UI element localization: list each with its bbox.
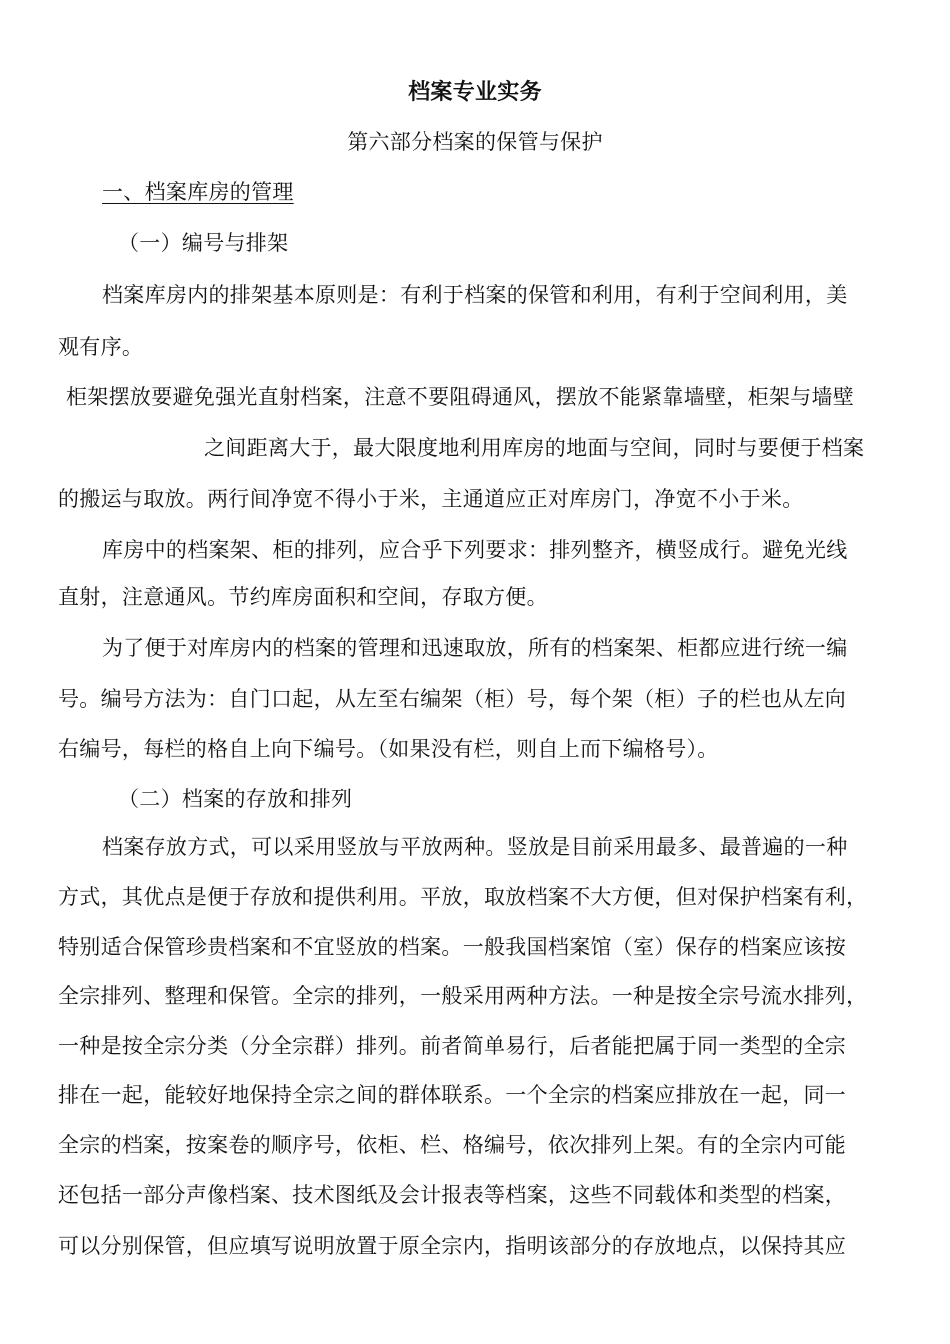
paragraph-line: 右编号，每栏的格自上向下编号。（如果没有栏，则自上而下编格号）。 — [58, 737, 719, 761]
subsection-heading: （一）编号与排架 — [118, 231, 289, 255]
paragraph-line: 库房中的档案架、柜的排列，应合乎下列要求：排列整齐，横竖成行。避免光线 — [102, 538, 848, 562]
paragraph-line: 的搬运与取放。两行间净宽不得小于米，主通道应正对库房门，净宽不小于米。 — [58, 487, 804, 511]
subsection-heading: （二）档案的存放和排列 — [118, 787, 353, 811]
paragraph-line: 档案存放方式，可以采用竖放与平放两种。竖放是目前采用最多、最普遍的一种 — [102, 835, 848, 859]
paragraph-line: 柜架摆放要避免强光直射档案，注意不要阻碍通风，摆放不能紧靠墙壁，柜架与墙壁 — [66, 385, 855, 409]
paragraph-line: 档案库房内的排架基本原则是：有利于档案的保管和利用，有利于空间利用，美 — [102, 283, 848, 307]
paragraph-line: 为了便于对库房内的档案的管理和迅速取放，所有的档案架、柜都应进行统一编 — [102, 636, 848, 660]
paragraph-line: 还包括一部分声像档案、技术图纸及会计报表等档案，这些不同载体和类型的档案， — [58, 1183, 847, 1207]
section-heading: 一、档案库房的管理 — [102, 180, 294, 204]
paragraph-line: 特别适合保管珍贵档案和不宜竖放的档案。一般我国档案馆（室）保存的档案应该按 — [58, 935, 847, 959]
paragraph-line: 全宗的档案，按案卷的顺序号，依柜、栏、格编号，依次排列上架。有的全宗内可能 — [58, 1133, 847, 1157]
paragraph-line: 全宗排列、整理和保管。全宗的排列，一般采用两种方法。一种是按全宗号流水排列， — [58, 984, 868, 1008]
paragraph-line: 方式，其优点是便于存放和提供利用。平放，取放档案不大方便，但对保护档案有利， — [58, 885, 868, 909]
paragraph-line: 直射，注意通风。节约库房面积和空间，存取方便。 — [58, 585, 548, 609]
paragraph-line: 排在一起，能较好地保持全宗之间的群体联系。一个全宗的档案应排放在一起，同一 — [58, 1083, 847, 1107]
paragraph-line: 观有序。 — [58, 335, 144, 359]
paragraph-line: 之间距离大于，最大限度地利用库房的地面与空间，同时与要便于档案 — [204, 436, 865, 460]
document-subtitle: 第六部分档案的保管与保护 — [347, 130, 603, 154]
paragraph-line: 一种是按全宗分类（分全宗群）排列。前者简单易行，后者能把属于同一类型的全宗 — [58, 1034, 847, 1058]
paragraph-line: 可以分别保管，但应填写说明放置于原全宗内，指明该部分的存放地点，以保持其应 — [58, 1234, 847, 1258]
paragraph-line: 号。编号方法为：自门口起，从左至右编架（柜）号，每个架（柜）子的栏也从左向 — [58, 687, 847, 711]
document-title: 档案专业实务 — [408, 79, 542, 105]
